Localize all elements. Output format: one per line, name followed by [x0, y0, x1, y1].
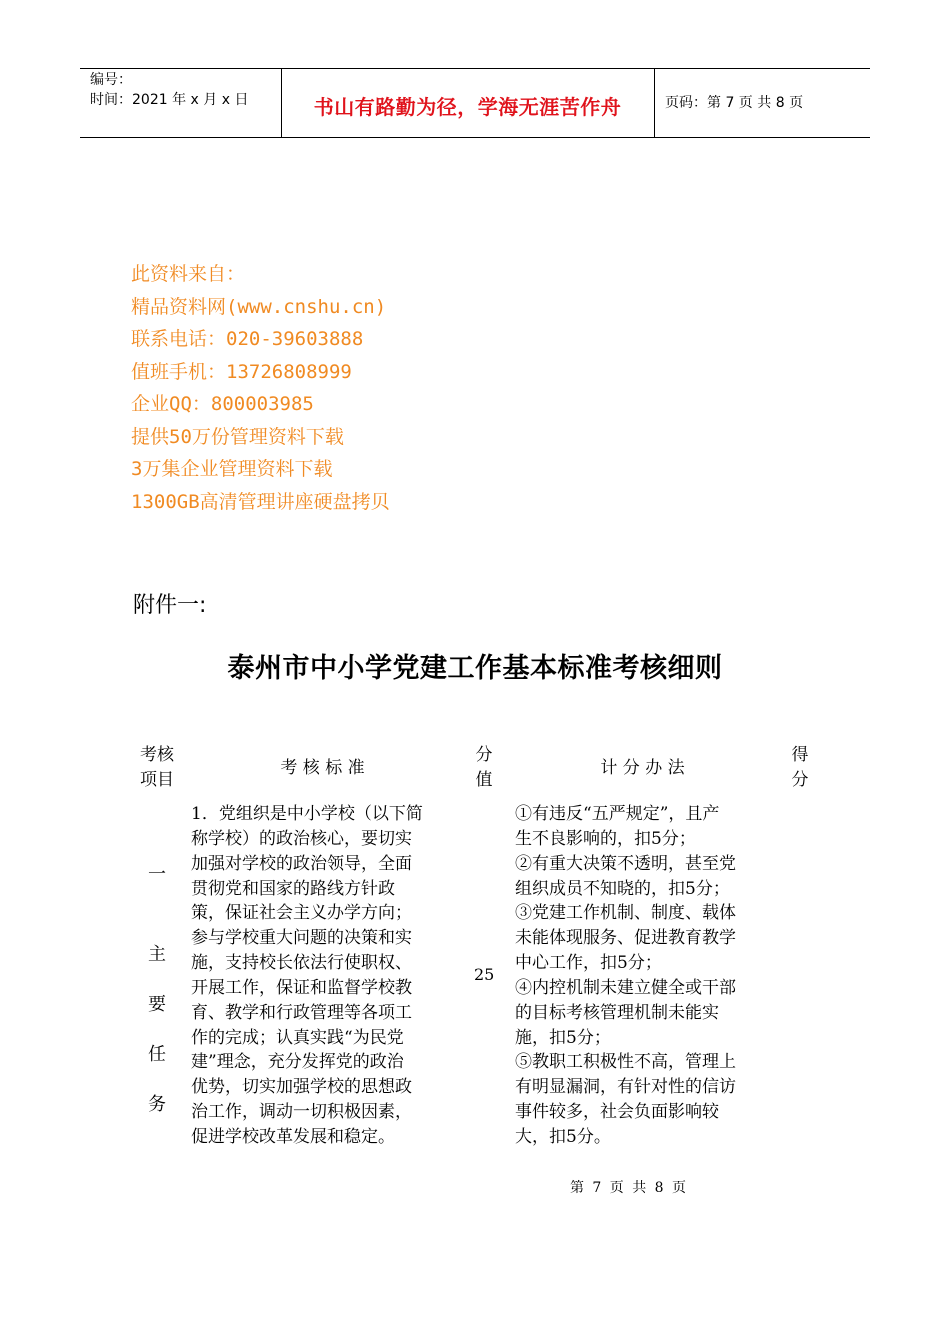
- method-line: 施，扣5分；: [515, 1027, 611, 1048]
- method-line: 生不良影响的，扣5分；: [515, 828, 696, 849]
- page-label: 页码：第 7 页 共 8 页: [665, 95, 804, 111]
- header-result: [788, 743, 812, 793]
- header-value-line: 值: [475, 770, 493, 790]
- method-text: [515, 802, 777, 1150]
- score-value: 25: [474, 965, 495, 984]
- header-value: [472, 743, 496, 793]
- method-line: ⑤教职工积极性不高，管理上: [515, 1052, 736, 1073]
- standard-line: 建”理念，充分发挥党的政治: [191, 1052, 404, 1073]
- method-line: 有明显漏洞，有针对性的信访: [515, 1077, 736, 1098]
- header-motto-cell: [281, 69, 655, 137]
- standard-line: 贯彻党和国家的路线方针政: [191, 878, 395, 899]
- standard-text: [191, 802, 463, 1150]
- method-line: 组织成员不知晓的，扣5分；: [515, 878, 730, 899]
- method-line: ④内控机制未建立健全或干部: [515, 977, 736, 998]
- method-line: 大，扣5分。: [515, 1126, 611, 1147]
- standard-line: 开展工作，保证和监督学校教: [191, 977, 412, 998]
- standard-line: 1．党组织是中小学校（以下简: [191, 804, 423, 824]
- method-line: ①有违反“五严规定”，且产: [515, 804, 720, 824]
- source-line: 精品资料网(www.cnshu.cn): [131, 295, 387, 318]
- time-label: 时间：2021 年 x 月 x 日: [90, 92, 249, 108]
- item-char: 要: [148, 994, 166, 1015]
- source-info-block: [131, 258, 390, 518]
- header-item: [135, 743, 179, 793]
- method-line: ③党建工作机制、制度、载体: [515, 903, 736, 924]
- standard-line: 作的完成；认真实践“为民党: [191, 1027, 404, 1048]
- source-line: 企业QQ：800003985: [131, 393, 314, 415]
- item-char: 任: [148, 1044, 166, 1065]
- standard-line: 施，支持校长依法行使职权、: [191, 953, 412, 974]
- header-result-line: 分: [791, 770, 809, 790]
- standard-line: 策，保证社会主义办学方向；: [191, 903, 412, 924]
- source-line: 提供50万份管理资料下载: [131, 425, 344, 448]
- method-line: 未能体现服务、促进教育教学: [515, 928, 736, 949]
- header-method: 计 分 办 法: [600, 758, 685, 778]
- source-line: 联系电话：020-39603888: [131, 328, 364, 350]
- header-item-line: 项目: [140, 770, 174, 790]
- motto: 书山有路勤为径，学海无涯苦作舟: [313, 95, 622, 119]
- standard-line: 促进学校改革发展和稳定。: [191, 1126, 395, 1147]
- source-line: 1300GB高清管理讲座硬盘拷贝: [131, 490, 390, 513]
- standard-line: 治工作，调动一切积极因素，: [191, 1102, 412, 1123]
- method-line: 事件较多，社会负面影响较: [515, 1102, 719, 1123]
- header-meta-cell: [80, 69, 282, 137]
- standard-line: 加强对学校的政治领导，全面: [191, 853, 412, 874]
- attachment-label: 附件一:: [133, 593, 207, 618]
- page-footer: 第 7 页 共 8 页: [569, 1180, 687, 1196]
- source-line: 此资料来自：: [131, 263, 246, 285]
- source-line: 值班手机：13726808999: [131, 360, 352, 383]
- number-label: 编号：: [90, 72, 132, 88]
- document-header: [80, 68, 870, 138]
- header-standard: 考 核 标 准: [280, 758, 365, 778]
- standard-line: 优势，切实加强学校的思想政: [191, 1077, 412, 1098]
- standard-line: 称学校）的政治核心，要切实: [191, 828, 412, 849]
- standard-line: 参与学校重大问题的决策和实: [191, 928, 412, 949]
- document-title: 泰州市中小学党建工作基本标准考核细则: [227, 653, 723, 684]
- header-value-line: 分: [475, 745, 493, 765]
- item-char: 主: [148, 944, 166, 965]
- item-char: 务: [148, 1094, 166, 1115]
- item-char: 一: [148, 864, 166, 885]
- method-line: 的目标考核管理机制未能实: [515, 1002, 719, 1023]
- standard-line: 育、教学和行政管理等各项工: [191, 1002, 412, 1023]
- header-result-line: 得: [791, 745, 809, 765]
- source-line: 3万集企业管理资料下载: [131, 458, 333, 480]
- method-line: 中心工作，扣5分；: [515, 953, 662, 974]
- method-line: ②有重大决策不透明，甚至党: [515, 853, 736, 874]
- header-page-cell: [655, 69, 870, 137]
- header-item-line: 考核: [140, 745, 174, 765]
